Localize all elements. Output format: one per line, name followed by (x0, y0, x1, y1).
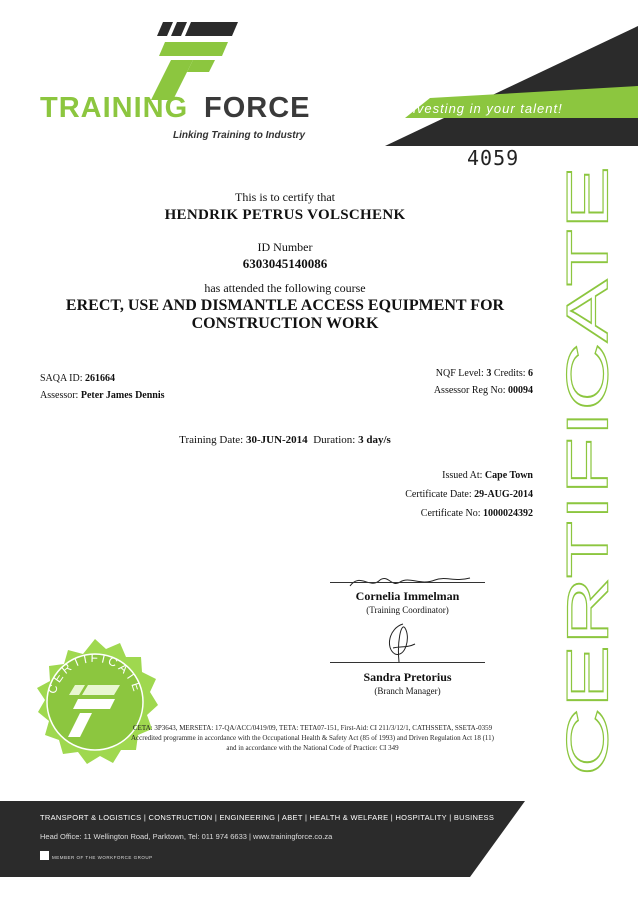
assessor: Assessor: Peter James Dennis (40, 390, 165, 401)
svg-text:CERTIFICATE: CERTIFICATE (44, 650, 146, 696)
signature-2-icon (375, 618, 425, 668)
intro-text: This is to certify that (235, 190, 335, 204)
accreditation-line-2: Accredited programme in accordance with the Occupational Health & Safety Act (85 of 1993) and Driven Regulation Act 18 (11) (130, 734, 495, 742)
course-title-line1: ERECT, USE AND DISMANTLE ACCESS EQUIPMENT FOR (65, 297, 505, 314)
signatory-1-role: (Training Coordinator) (366, 605, 449, 615)
accreditation-line-3: and in accordance with the National Code of Practice: CI 349 (226, 744, 399, 752)
footer-head-office: Head Office: 11 Wellington Road, Parktown, Tel: 011 974 6633 | www.trainingforce.co.za (40, 832, 333, 841)
signatory-2-name: Sandra Pretorius (363, 670, 452, 684)
signatory-2-role: (Branch Manager) (374, 686, 441, 696)
signatory-1-name: Cornelia Immelman (355, 589, 460, 603)
certificate-no: Certificate No: 1000024392 (420, 508, 533, 519)
workforce-group-icon (40, 851, 49, 860)
training-date-duration: Training Date: 30-JUN-2014 Duration: 3 day/s (179, 434, 391, 446)
id-number: 6303045140086 (242, 256, 328, 271)
certificate-number: 4059 (467, 146, 520, 170)
accreditation-line-1: CETA: 3P3643, MERSETA: 17-QA/ACC/0419/09, TETA: TETA07-151, First-Aid: CI 211/3/12/1, CATHSSETA, SSETA-0359 (132, 724, 493, 732)
certificate-date: Certificate Date: 29-AUG-2014 (405, 489, 533, 500)
attended-text: has attended the following course (204, 281, 366, 295)
banner-slogan: Investing in your talent! (404, 101, 563, 116)
training-force-logo-icon (143, 14, 238, 102)
footer-member: MEMBER OF THE WORKFORCE GROUP (52, 855, 153, 860)
id-label: ID Number (257, 240, 313, 254)
signature-line-1 (330, 582, 485, 583)
issued-at: Issued At: Cape Town (442, 470, 533, 481)
brand-force-text: FORCE (204, 92, 311, 124)
brand-training-text: TRAINING (40, 92, 189, 124)
nqf-level-credits: NQF Level: 3 Credits: 6 (435, 368, 533, 379)
saqa-id: SAQA ID: 261664 (40, 373, 116, 384)
recipient-name: HENDRIK PETRUS VOLSCHENK (164, 207, 406, 223)
course-title-line2: CONSTRUCTION WORK (191, 315, 379, 332)
tagline: Linking Training to Industry (173, 130, 306, 141)
footer-sectors: TRANSPORT & LOGISTICS | CONSTRUCTION | ENGINEERING | ABET | HEALTH & WELFARE | HOSPITALITY | BUSINESS (40, 813, 495, 822)
signature-line-2 (330, 662, 485, 663)
header-banner (385, 26, 638, 146)
assessor-reg-no: Assessor Reg No: 00094 (433, 385, 533, 396)
vertical-certificate-label (555, 156, 621, 786)
svg-text:CERTIFICATE: CERTIFICATE (555, 401, 621, 776)
